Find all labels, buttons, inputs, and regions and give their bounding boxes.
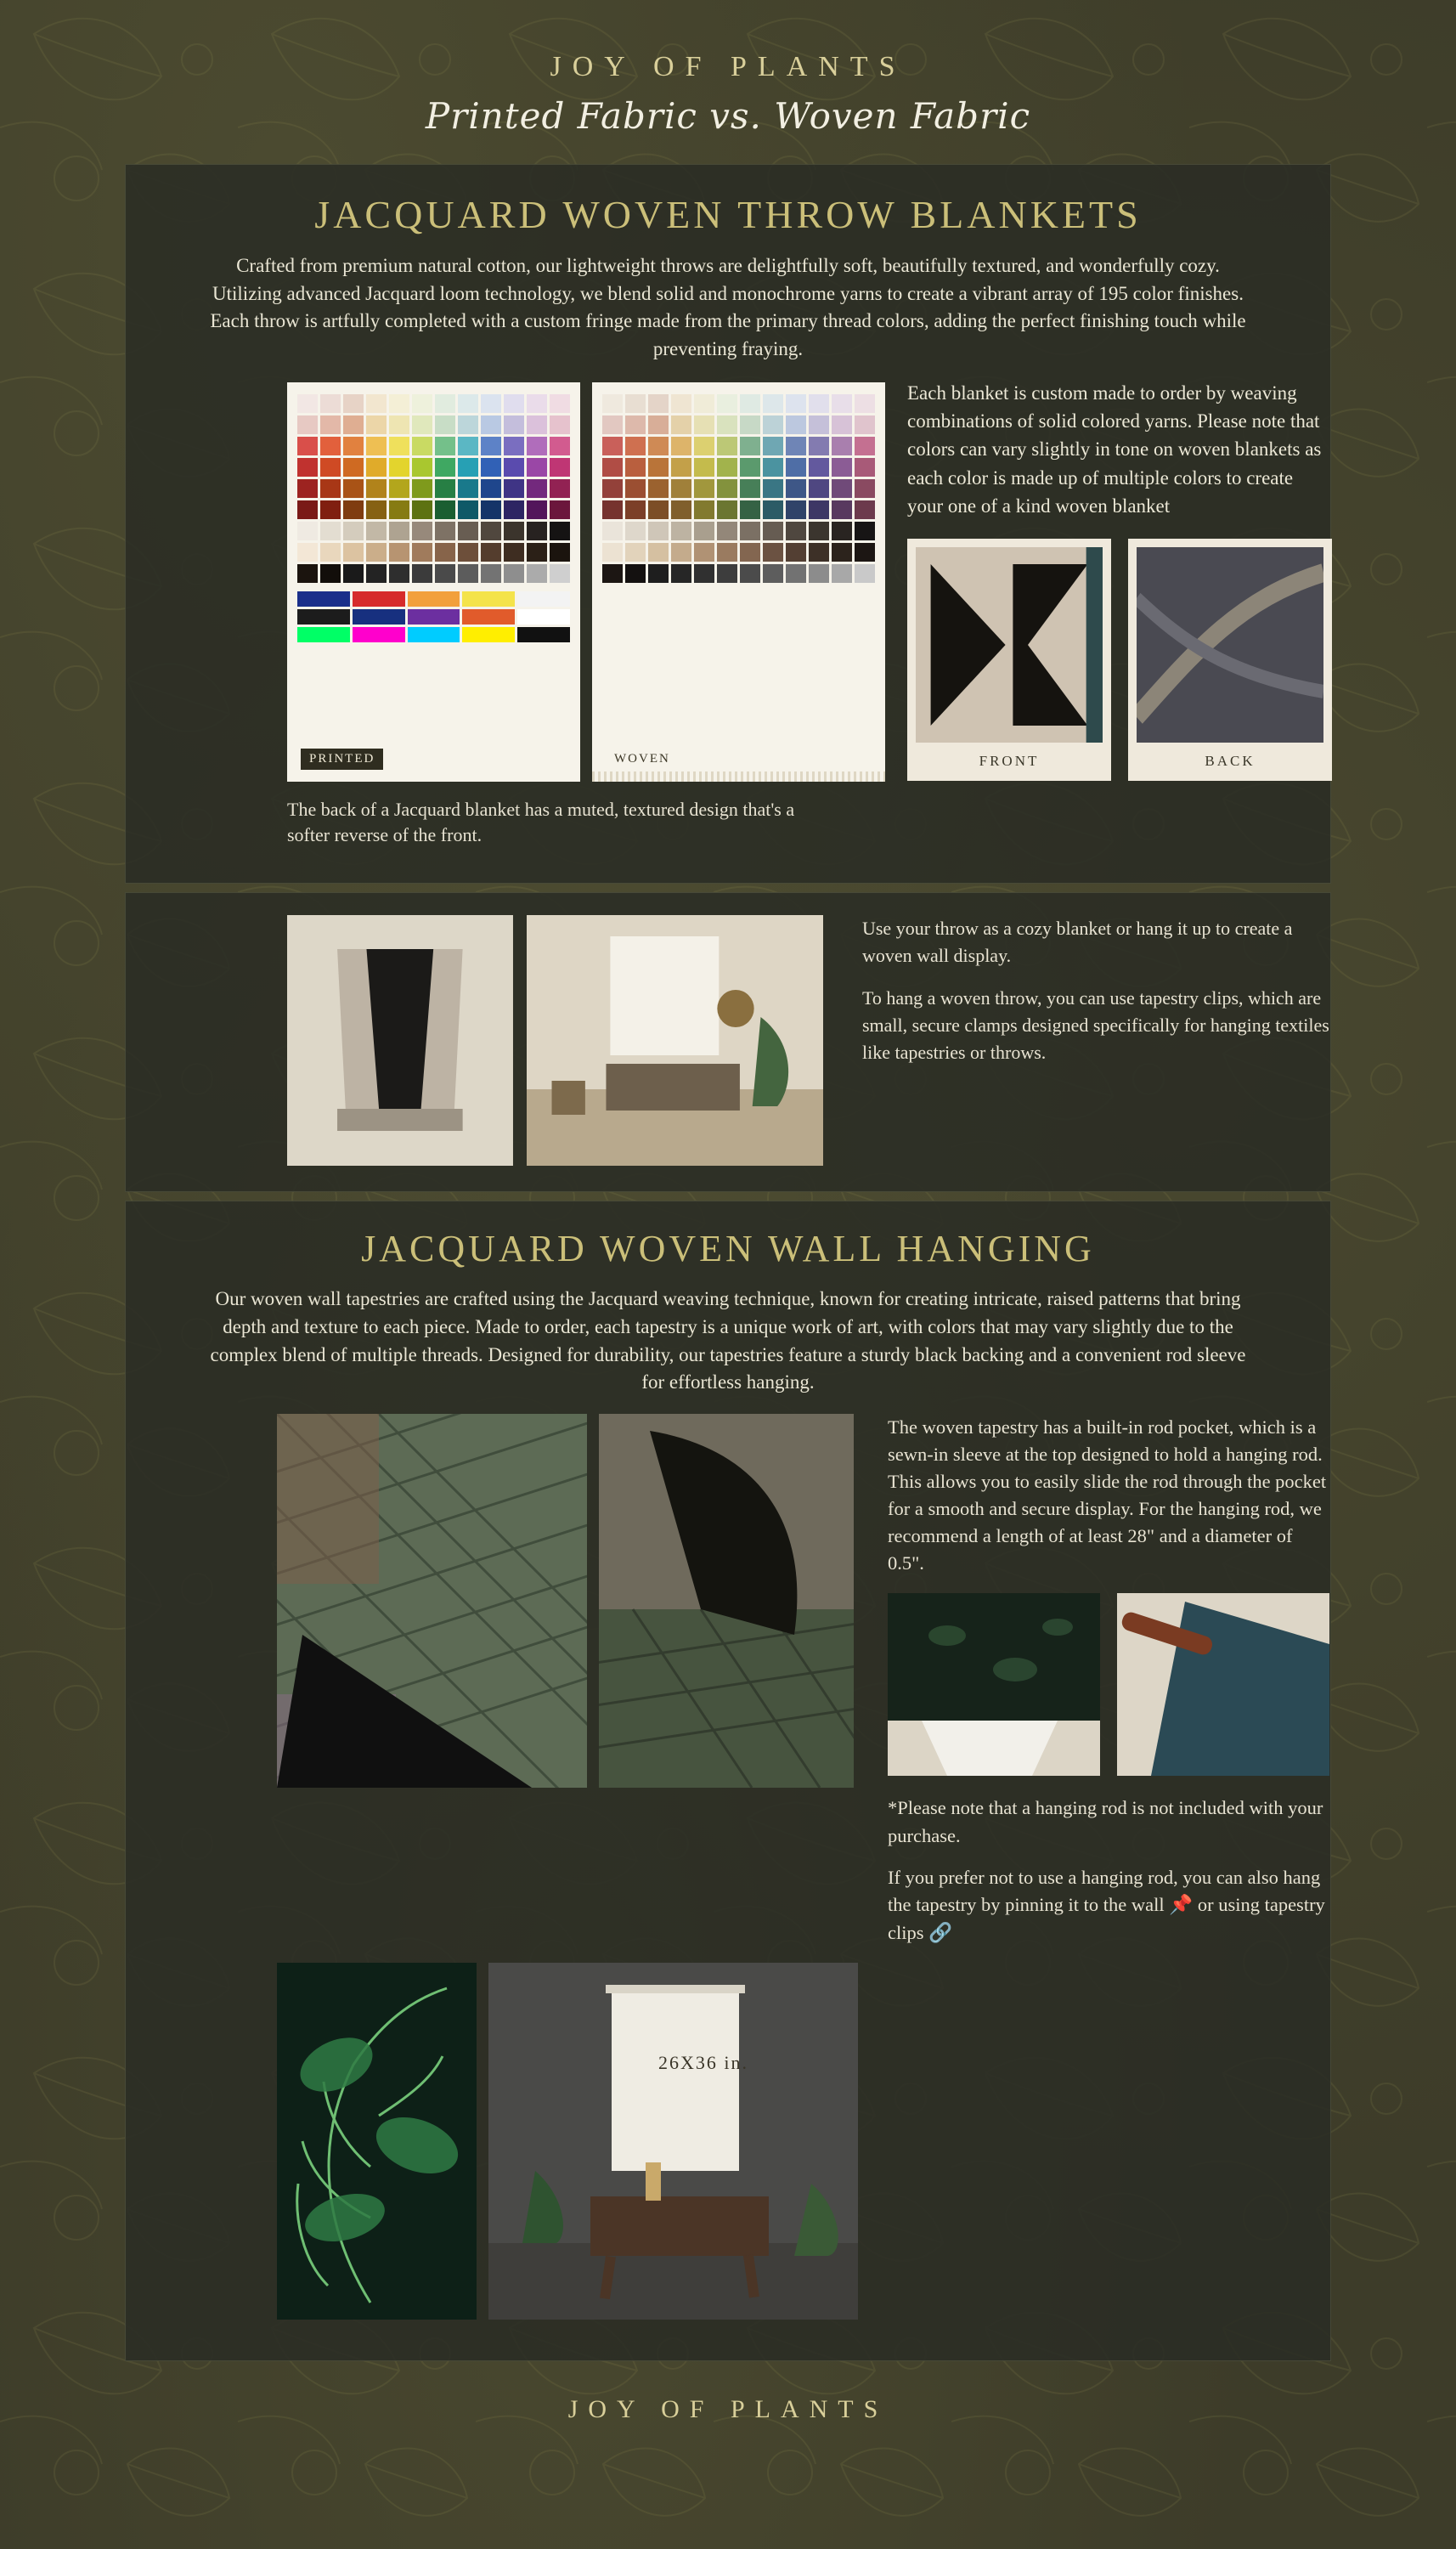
color-swatch-cell	[389, 543, 409, 562]
section1-side-column	[907, 364, 1332, 782]
color-swatch-cell	[671, 437, 691, 455]
front-photo-card	[907, 539, 1111, 781]
color-swatch-cell	[550, 479, 570, 498]
color-swatch-cell	[809, 543, 829, 562]
color-swatch-cell	[550, 522, 570, 540]
color-swatch-cell	[412, 522, 432, 540]
color-swatch-cell	[504, 437, 524, 455]
front-back-photos	[907, 539, 1332, 781]
color-swatch-cell	[648, 458, 669, 477]
color-swatch-cell	[671, 479, 691, 498]
color-swatch-cell	[458, 479, 478, 498]
color-swatch-cell	[832, 522, 852, 540]
color-swatch-cell	[694, 437, 714, 455]
color-swatch-cell	[435, 500, 455, 519]
color-swatch-cell	[353, 591, 405, 607]
color-swatch-cell	[648, 543, 669, 562]
color-swatch-cell	[297, 591, 350, 607]
color-swatch-cell	[297, 415, 318, 434]
color-swatch-cell	[740, 543, 760, 562]
color-swatch-cell	[855, 522, 875, 540]
back-photo	[1137, 547, 1323, 743]
color-swatch-cell	[763, 458, 783, 477]
color-swatch-cell	[412, 458, 432, 477]
color-swatch-cell	[504, 522, 524, 540]
color-swatch-cell	[855, 437, 875, 455]
color-swatch-cell	[297, 500, 318, 519]
color-swatch-cell	[717, 564, 737, 583]
color-swatch-cell	[343, 437, 364, 455]
color-swatch-cell	[717, 394, 737, 413]
color-swatch-cell	[353, 627, 405, 642]
color-swatch-cell	[412, 415, 432, 434]
printed-label: PRINTED	[301, 749, 383, 770]
color-swatch-cell	[389, 500, 409, 519]
woven-label: WOVEN	[614, 751, 670, 766]
color-swatch-cell	[435, 564, 455, 583]
color-swatch-cell	[832, 415, 852, 434]
color-swatch-cell	[602, 564, 623, 583]
fringe-decor	[592, 771, 885, 782]
color-swatch-cell	[527, 437, 547, 455]
color-swatch-cell	[297, 543, 318, 562]
color-swatch-cell	[435, 543, 455, 562]
color-swatch-cell	[320, 394, 341, 413]
color-swatch-cell	[717, 415, 737, 434]
rod-detail-photos	[888, 1593, 1329, 1776]
color-swatch-cell	[763, 543, 783, 562]
color-swatch-cell	[343, 543, 364, 562]
color-swatch-cell	[809, 415, 829, 434]
color-swatch-cell	[517, 627, 570, 642]
color-swatch-cell	[550, 458, 570, 477]
color-swatch-cell	[412, 500, 432, 519]
color-swatch-cell	[366, 543, 387, 562]
color-swatch-cell	[550, 394, 570, 413]
color-swatch-cell	[458, 394, 478, 413]
color-swatch-cell	[412, 394, 432, 413]
color-swatch-cell	[625, 415, 646, 434]
color-swatch-cell	[462, 627, 515, 642]
front-caption: FRONT	[979, 753, 1040, 770]
rod-inserted-photo	[1117, 1593, 1329, 1776]
color-swatch-cell	[297, 394, 318, 413]
color-swatch-cell	[602, 522, 623, 540]
color-swatch-cell	[694, 458, 714, 477]
color-swatch-cell	[517, 609, 570, 625]
color-swatch-cell	[625, 437, 646, 455]
color-swatch-cell	[671, 564, 691, 583]
brand-title: JOY OF PLANTS	[550, 51, 906, 82]
color-swatch-cell	[389, 522, 409, 540]
section-hanging-usage	[125, 892, 1331, 1192]
color-swatch-cell	[297, 479, 318, 498]
color-swatch-cell	[550, 564, 570, 583]
color-swatch-cell	[671, 415, 691, 434]
color-swatch-cell	[763, 479, 783, 498]
color-swatch-cell	[763, 394, 783, 413]
color-swatch-cell	[366, 458, 387, 477]
color-swatch-cell	[671, 500, 691, 519]
color-swatch-cell	[297, 522, 318, 540]
color-swatch-cell	[412, 437, 432, 455]
color-swatch-cell	[481, 437, 501, 455]
living-room-photo	[527, 915, 823, 1166]
color-swatch-cell	[297, 458, 318, 477]
color-swatch-cell	[786, 415, 806, 434]
color-swatch-cell	[389, 415, 409, 434]
color-swatch-cell	[740, 415, 760, 434]
color-swatch-cell	[786, 522, 806, 540]
color-swatch-cell	[504, 479, 524, 498]
color-swatch-cell	[717, 522, 737, 540]
color-swatch-cell	[462, 609, 515, 625]
color-swatch-cell	[353, 609, 405, 625]
color-swatch-cell	[740, 500, 760, 519]
color-swatch-cell	[320, 415, 341, 434]
color-swatch-cell	[343, 458, 364, 477]
mid-text-2: To hang a woven throw, you can use tapestry clips, which are small, secure clamps designed specifically for hanging textiles like tapestries or throws.	[861, 987, 1329, 1063]
color-swatch-cell	[855, 394, 875, 413]
color-swatch-cell	[343, 500, 364, 519]
color-swatch-cell	[717, 500, 737, 519]
color-swatch-cell	[412, 479, 432, 498]
color-swatch-cell	[855, 500, 875, 519]
color-swatch-charts	[287, 382, 885, 782]
color-swatch-cell	[809, 394, 829, 413]
color-swatch-cell	[786, 543, 806, 562]
color-swatch-cell	[527, 415, 547, 434]
color-swatch-cell	[527, 458, 547, 477]
color-swatch-cell	[435, 458, 455, 477]
color-swatch-cell	[671, 394, 691, 413]
color-swatch-cell	[297, 609, 350, 625]
color-swatch-cell	[550, 415, 570, 434]
color-swatch-cell	[786, 500, 806, 519]
color-swatch-cell	[481, 415, 501, 434]
color-swatch-cell	[412, 543, 432, 562]
color-swatch-cell	[832, 394, 852, 413]
color-swatch-cell	[297, 564, 318, 583]
header	[0, 0, 1456, 137]
color-swatch-cell	[602, 394, 623, 413]
footer-brand: JOY OF PLANTS	[567, 2394, 889, 2423]
color-swatch-cell	[458, 543, 478, 562]
color-swatch-cell	[297, 437, 318, 455]
printed-swatch-card	[287, 382, 580, 782]
color-swatch-cell	[481, 394, 501, 413]
color-swatch-cell	[855, 458, 875, 477]
color-swatch-cell	[527, 543, 547, 562]
color-swatch-cell	[786, 394, 806, 413]
color-swatch-cell	[504, 500, 524, 519]
color-swatch-cell	[343, 564, 364, 583]
color-swatch-cell	[602, 437, 623, 455]
color-swatch-cell	[550, 437, 570, 455]
color-swatch-cell	[763, 500, 783, 519]
color-swatch-cell	[458, 437, 478, 455]
section1-side-text: Each blanket is custom made to order by weaving combinations of solid colored yarns. Please note that colors can vary slightly in tone on woven blankets as each color is made up of multiple colors to create your one of a kind woven blanket	[907, 382, 1322, 517]
color-swatch-cell	[366, 437, 387, 455]
mid-text-1: Use your throw as a cozy blanket or hang it up to create a woven wall display.	[861, 918, 1293, 967]
color-swatch-cell	[855, 564, 875, 583]
color-swatch-cell	[435, 522, 455, 540]
color-swatch-cell	[366, 522, 387, 540]
color-swatch-cell	[297, 627, 350, 642]
color-swatch-cell	[602, 479, 623, 498]
color-swatch-cell	[786, 564, 806, 583]
color-swatch-cell	[648, 564, 669, 583]
section2-side-text	[888, 1414, 1329, 1947]
color-swatch-cell	[832, 437, 852, 455]
color-swatch-cell	[366, 564, 387, 583]
color-swatch-cell	[458, 522, 478, 540]
color-swatch-cell	[625, 543, 646, 562]
color-swatch-cell	[602, 415, 623, 434]
color-swatch-cell	[481, 500, 501, 519]
color-swatch-cell	[763, 415, 783, 434]
color-swatch-cell	[481, 543, 501, 562]
color-swatch-cell	[648, 500, 669, 519]
color-swatch-cell	[462, 591, 515, 607]
color-swatch-cell	[504, 394, 524, 413]
color-swatch-cell	[694, 522, 714, 540]
color-swatch-cell	[527, 479, 547, 498]
color-swatch-cell	[320, 479, 341, 498]
color-swatch-cell	[809, 522, 829, 540]
color-swatch-cell	[763, 437, 783, 455]
section1-title: JACQUARD WOVEN THROW BLANKETS	[314, 193, 1142, 236]
tapestry-backing-photo	[599, 1414, 854, 1788]
color-swatch-cell	[648, 522, 669, 540]
color-swatch-cell	[809, 437, 829, 455]
color-swatch-cell	[602, 500, 623, 519]
color-swatch-cell	[717, 543, 737, 562]
color-swatch-cell	[343, 415, 364, 434]
color-swatch-cell	[625, 458, 646, 477]
section1-back-caption: The back of a Jacquard blanket has a muted, textured design that's a softer reverse of the front.	[287, 798, 795, 846]
color-swatch-cell	[366, 479, 387, 498]
color-swatch-cell	[408, 591, 460, 607]
color-swatch-cell	[550, 543, 570, 562]
color-swatch-cell	[832, 543, 852, 562]
color-swatch-cell	[435, 394, 455, 413]
tapestry-front-photo	[277, 1414, 587, 1788]
color-swatch-cell	[389, 437, 409, 455]
color-swatch-cell	[717, 458, 737, 477]
color-swatch-cell	[740, 564, 760, 583]
section2-note-1: *Please note that a hanging rod is not included with your purchase.	[888, 1797, 1323, 1847]
section2-note-2: If you prefer not to use a hanging rod, you can also hang the tapestry by pinning it to the wall 📌 or using tapestry clips 🔗	[888, 1866, 1325, 1943]
color-swatch-cell	[671, 458, 691, 477]
color-swatch-cell	[809, 564, 829, 583]
color-swatch-cell	[504, 564, 524, 583]
color-swatch-cell	[408, 609, 460, 625]
color-swatch-cell	[625, 500, 646, 519]
color-swatch-cell	[694, 564, 714, 583]
color-swatch-cell	[740, 394, 760, 413]
color-swatch-cell	[809, 458, 829, 477]
color-swatch-cell	[786, 458, 806, 477]
color-swatch-cell	[320, 437, 341, 455]
color-swatch-cell	[320, 500, 341, 519]
color-swatch-cell	[320, 458, 341, 477]
color-swatch-cell	[320, 564, 341, 583]
color-swatch-cell	[408, 627, 460, 642]
color-swatch-cell	[671, 522, 691, 540]
color-swatch-cell	[458, 564, 478, 583]
section2-title: JACQUARD WOVEN WALL HANGING	[361, 1228, 1095, 1270]
color-swatch-cell	[717, 437, 737, 455]
color-swatch-cell	[343, 522, 364, 540]
color-swatch-cell	[671, 543, 691, 562]
color-swatch-cell	[809, 479, 829, 498]
color-swatch-cell	[625, 394, 646, 413]
color-swatch-cell	[832, 500, 852, 519]
color-swatch-cell	[527, 394, 547, 413]
color-swatch-cell	[527, 522, 547, 540]
color-swatch-cell	[389, 564, 409, 583]
color-swatch-cell	[343, 394, 364, 413]
color-swatch-cell	[320, 522, 341, 540]
color-swatch-cell	[389, 394, 409, 413]
section2-intro: Our woven wall tapestries are crafted using the Jacquard weaving technique, known for creating intricate, raised patterns that bring depth and texture to each piece. Made to order, each tapestry is a unique work of art, with colors that may vary slightly due to the complex blend of multiple threads. Designed for durability, our tapestries feature a sturdy black backing and a convenient rod sleeve for effortless hanging.	[210, 1288, 1246, 1393]
color-swatch-cell	[809, 500, 829, 519]
header-subtitle: Printed Fabric vs. Woven Fabric	[425, 95, 1031, 137]
section-wall-hanging	[125, 1201, 1331, 2360]
rod-pocket-photo	[888, 1593, 1100, 1776]
color-swatch-cell	[625, 564, 646, 583]
color-swatch-cell	[517, 591, 570, 607]
color-swatch-cell	[855, 543, 875, 562]
color-swatch-cell	[527, 564, 547, 583]
color-swatch-cell	[763, 522, 783, 540]
color-swatch-cell	[648, 415, 669, 434]
color-swatch-cell	[694, 500, 714, 519]
poster-room-photo	[488, 1963, 858, 2320]
color-swatch-cell	[366, 415, 387, 434]
section2-side-paragraph: The woven tapestry has a built-in rod pocket, which is a sewn-in sleeve at the top designed to hold a hanging rod. This allows you to easily slide the rod through the pocket for a smooth and secure display. For the hanging rod, we recommend a length of at least 28" and a diameter of 0.5".	[888, 1416, 1327, 1574]
color-swatch-cell	[740, 437, 760, 455]
color-swatch-cell	[832, 564, 852, 583]
color-swatch-cell	[648, 437, 669, 455]
color-swatch-cell	[412, 564, 432, 583]
color-swatch-cell	[504, 415, 524, 434]
color-swatch-cell	[481, 522, 501, 540]
color-swatch-cell	[625, 479, 646, 498]
color-swatch-cell	[855, 415, 875, 434]
color-swatch-cell	[366, 394, 387, 413]
color-swatch-cell	[740, 522, 760, 540]
color-swatch-cell	[435, 437, 455, 455]
woven-swatch-card	[592, 382, 885, 782]
color-swatch-cell	[366, 500, 387, 519]
color-swatch-cell	[832, 479, 852, 498]
color-swatch-cell	[481, 479, 501, 498]
color-swatch-cell	[740, 458, 760, 477]
color-swatch-cell	[740, 479, 760, 498]
color-swatch-cell	[694, 479, 714, 498]
color-swatch-cell	[343, 479, 364, 498]
color-swatch-cell	[458, 458, 478, 477]
color-swatch-cell	[625, 522, 646, 540]
color-swatch-cell	[648, 394, 669, 413]
color-swatch-cell	[763, 564, 783, 583]
color-swatch-cell	[694, 415, 714, 434]
color-swatch-cell	[786, 437, 806, 455]
section-throw-blankets	[125, 164, 1331, 884]
color-swatch-cell	[435, 479, 455, 498]
poster-text: 26X36 in.	[658, 2051, 748, 2073]
color-swatch-cell	[855, 479, 875, 498]
color-swatch-cell	[832, 458, 852, 477]
color-swatch-cell	[717, 479, 737, 498]
color-swatch-cell	[602, 458, 623, 477]
color-swatch-cell	[648, 479, 669, 498]
color-swatch-cell	[458, 500, 478, 519]
color-swatch-cell	[527, 500, 547, 519]
color-swatch-cell	[458, 415, 478, 434]
back-photo-card	[1128, 539, 1332, 781]
color-swatch-cell	[481, 458, 501, 477]
color-swatch-cell	[504, 543, 524, 562]
draped-blanket-photo	[287, 915, 513, 1166]
color-swatch-cell	[786, 479, 806, 498]
color-swatch-cell	[481, 564, 501, 583]
color-swatch-cell	[389, 479, 409, 498]
front-photo	[916, 547, 1103, 743]
color-swatch-cell	[504, 458, 524, 477]
color-swatch-cell	[694, 394, 714, 413]
color-swatch-cell	[435, 415, 455, 434]
color-swatch-cell	[694, 543, 714, 562]
color-swatch-cell	[602, 543, 623, 562]
mid-text-block	[862, 915, 1330, 1065]
color-swatch-cell	[389, 458, 409, 477]
color-swatch-cell	[320, 543, 341, 562]
color-swatch-cell	[550, 500, 570, 519]
leaf-tapestry-photo	[277, 1963, 477, 2320]
back-caption-label: BACK	[1205, 753, 1256, 770]
section1-intro: Crafted from premium natural cotton, our lightweight throws are delightfully soft, beautifully textured, and wonderfully cozy. Utilizing advanced Jacquard loom technology, we blend solid and monochrome yarns to create a vibrant array of 195 color finishes. Each throw is artfully completed with a custom fringe made from the primary thread colors, adding the perfect finishing touch while preventing fraying.	[210, 255, 1246, 359]
